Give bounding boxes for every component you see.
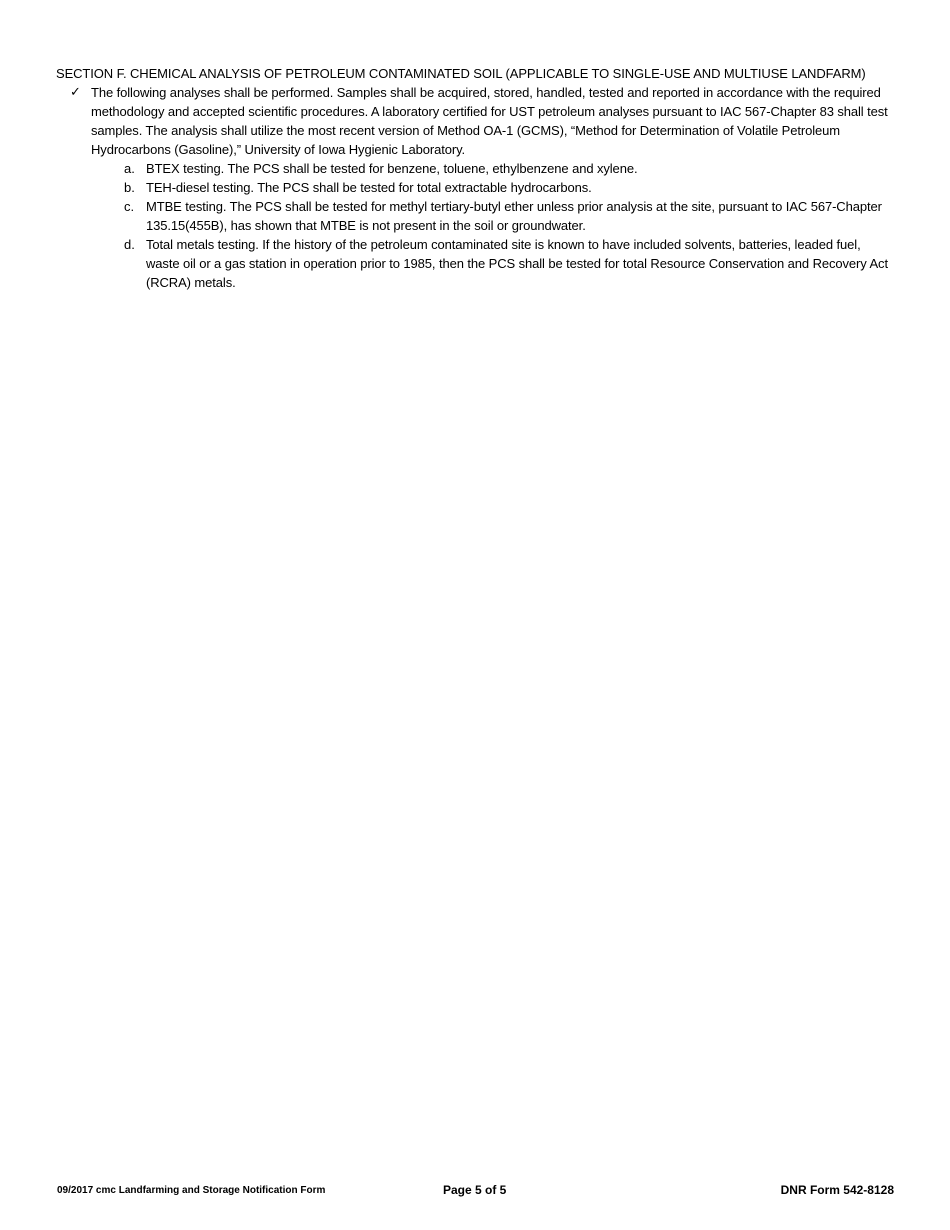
list-item-btex	[124, 159, 894, 178]
list-marker: c.	[124, 199, 135, 214]
checkmark-icon: ✓	[70, 85, 81, 100]
list-marker: a.	[124, 161, 135, 176]
list-item-teh-diesel	[124, 178, 894, 197]
list-item-text: MTBE testing. The PCS shall be tested for methyl tertiary-butyl ether unless prior analysis at the site, pursuant to IAC 567-Chapter 135.15(455B), has shown that MTBE is not present in the soil or groundwater.	[146, 199, 882, 233]
section-heading: SECTION F. CHEMICAL ANALYSIS OF PETROLEUM CONTAMINATED SOIL (APPLICABLE TO SINGLE-USE AND MULTIUSE LANDFARM)	[56, 66, 866, 81]
list-item-text: TEH-diesel testing. The PCS shall be tested for total extractable hydrocarbons.	[146, 180, 592, 195]
bullet-text: The following analyses shall be performed. Samples shall be acquired, stored, handled, tested and reported in accordance with the required methodology and accepted scientific procedures. A laboratory certified for UST petroleum analyses pursuant to IAC 567-Chapter 83 shall test samples. The analysis shall utilize the most recent version of Method OA-1 (GCMS), “Method for Determination of Volatile Petroleum Hydrocarbons (Gasoline),” University of Iowa Hygienic Laboratory.	[91, 85, 888, 157]
requirement-bullet	[70, 83, 900, 159]
footer-page-number: Page 5 of 5	[443, 1183, 507, 1197]
list-item-text: BTEX testing. The PCS shall be tested for benzene, toluene, ethylbenzene and xylene.	[146, 161, 638, 176]
footer-form-number: DNR Form 542-8128	[780, 1183, 894, 1197]
footer-form-info: 09/2017 cmc Landfarming and Storage Notification Form	[57, 1185, 326, 1196]
page-footer	[0, 1184, 950, 1200]
list-item-mtbe	[124, 197, 894, 235]
analysis-list	[124, 159, 894, 292]
list-marker: b.	[124, 180, 135, 195]
list-item-text: Total metals testing. If the history of the petroleum contaminated site is known to have included solvents, batteries, leaded fuel, waste oil or a gas station in operation prior to 1985, then the PCS shall be tested for total Resource Conservation and Recovery Act (RCRA) metals.	[146, 237, 888, 290]
list-marker: d.	[124, 237, 135, 252]
bullet-row	[70, 83, 900, 159]
list-item-total-metals	[124, 235, 894, 292]
